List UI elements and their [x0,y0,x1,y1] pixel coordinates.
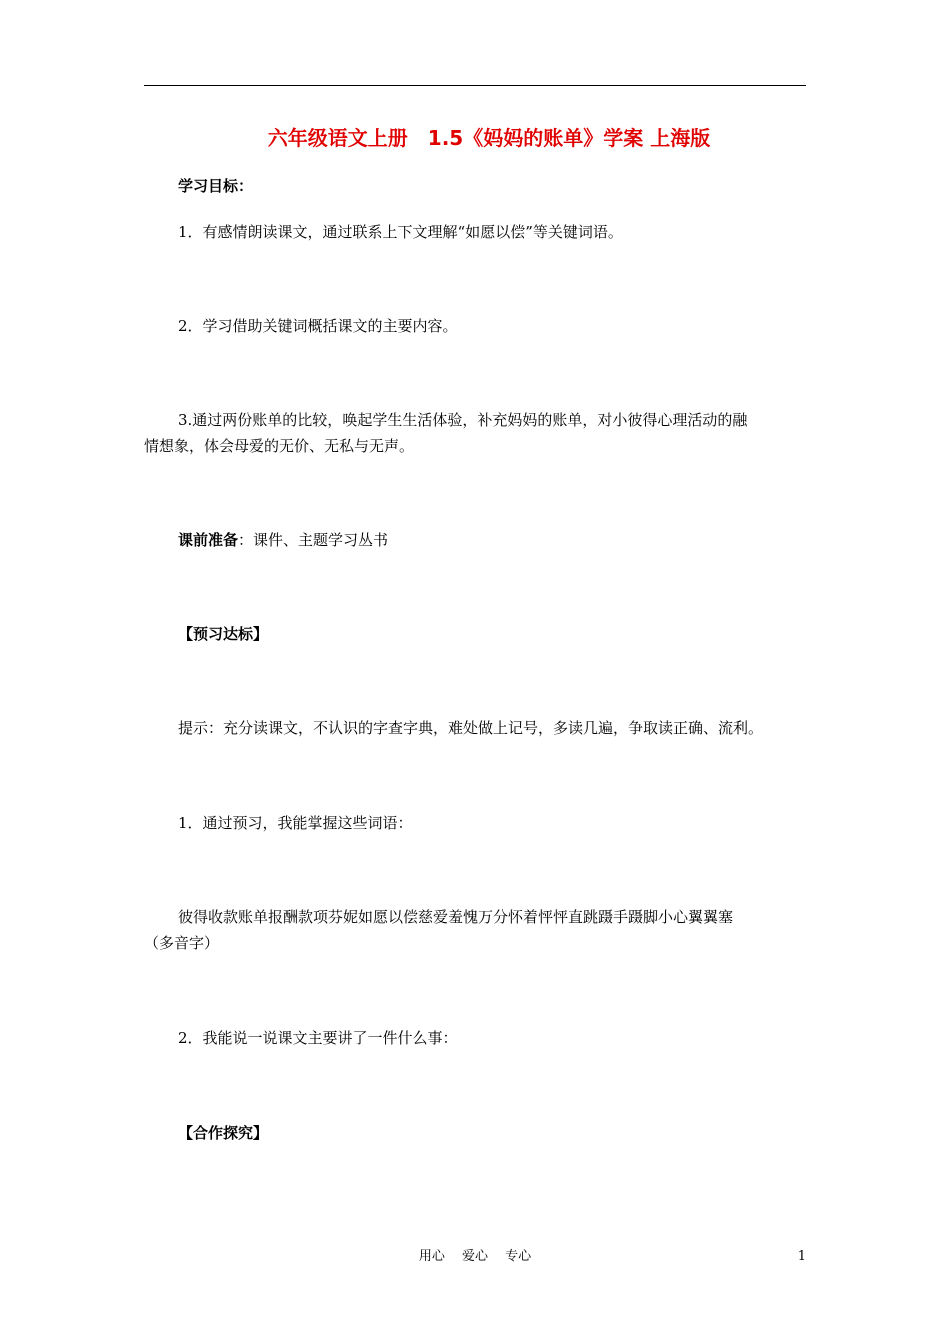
preview-question-1: 1．通过预习，我能掌握这些词语： [178,814,413,832]
objective-item-3-line-2: 情想象，体会母爱的无价、无私与无声。 [144,437,415,455]
objective-item-3-line-1: 3.通过两份账单的比较，唤起学生生活体验，补充妈妈的账单，对小彼得心理活动的融 [178,411,748,429]
preparation-label: 课前准备 [178,531,239,549]
page-number: 1 [797,1249,806,1264]
document-title: 六年级语文上册 1.5《妈妈的账单》学案 上海版 [267,126,711,150]
preview-tip: 提示：充分读课文，不认识的字查字典，难处做上记号，多读几遍，争取读正确、流利。 [178,719,764,737]
vocabulary-words-line-2: （多音字） [144,934,220,952]
preparation-line [178,527,812,553]
cooperation-heading: 【合作探究】 [178,1124,269,1142]
objectives-heading: 学习目标： [178,177,254,195]
preparation-text: ：课件、主题学习丛书 [238,531,389,549]
vocabulary-words-line-1: 彼得收款账单报酬款项芬妮如愿以偿慈爱羞愧万分怀着怦怦直跳蹑手蹑脚小心翼翼塞 [178,908,734,926]
objective-item-1: 1．有感情朗读课文，通过联系上下文理解“如愿以偿”等关键词语。 [178,223,623,241]
preview-heading: 【预习达标】 [178,625,269,643]
objective-item-2: 2．学习借助关键词概括课文的主要内容。 [178,317,458,335]
preview-question-2: 2．我能说一说课文主要讲了一件什么事： [178,1029,458,1047]
footer-motto: 用心 爱心 专心 [418,1249,532,1264]
header-rule [144,85,806,86]
